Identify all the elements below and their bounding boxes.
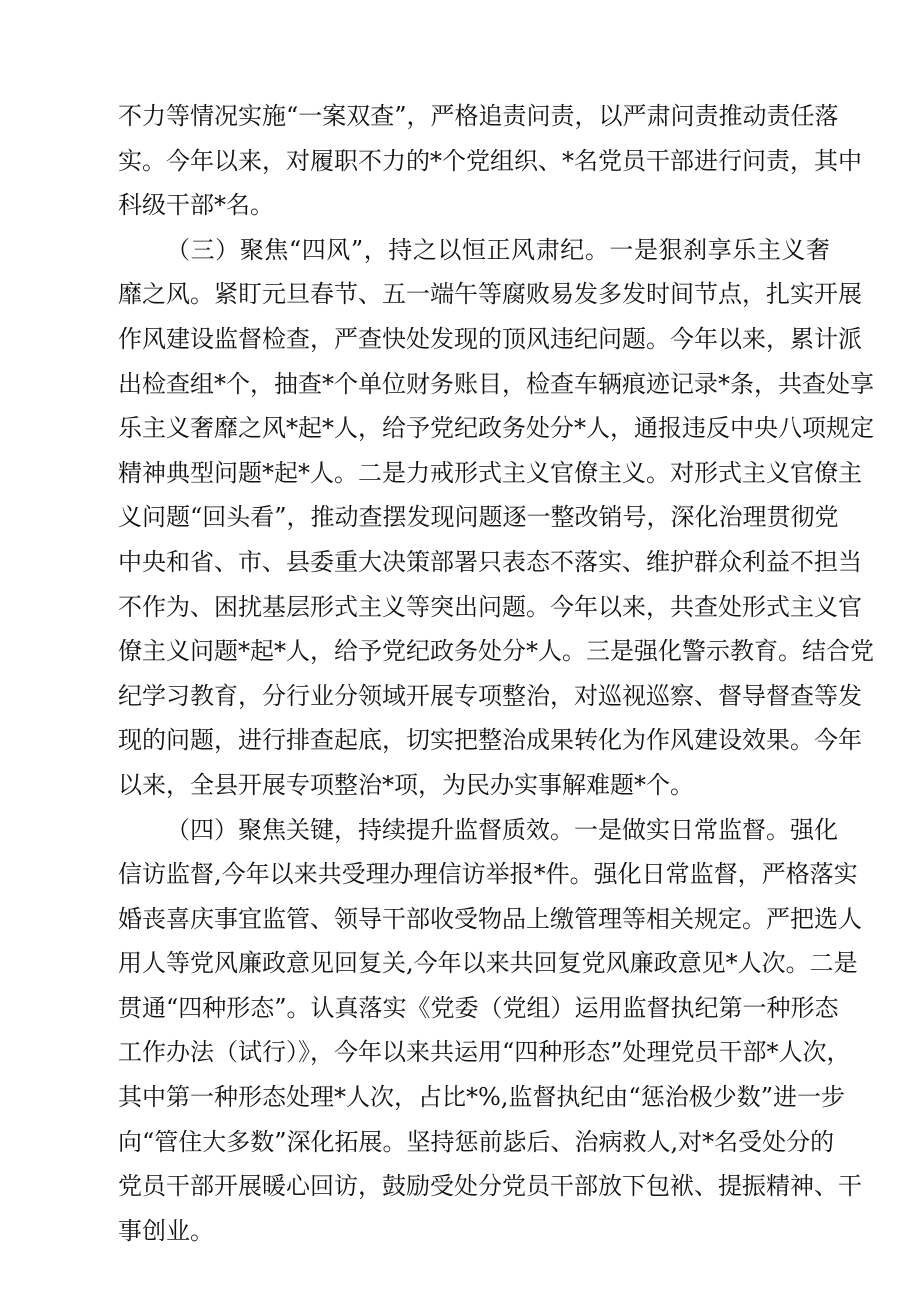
text-line: 义问题“回头看”，推动查摆发现问题逐一整改销号，深化治理贯彻党 — [118, 503, 839, 532]
text-line: 纪学习教育，分行业分领域开展专项整治，对巡视巡察、督导督查等发 — [118, 681, 862, 710]
text-line: 贯通“四种形态”。认真落实《党委（党组）运用监督执纪第一种形态 — [118, 993, 839, 1022]
text-line: 婚丧喜庆事宜监管、领导干部收受物品上缴管理等相关规定。严把选人 — [118, 904, 862, 933]
text-line: 党员干部开展暖心回访，鼓励受处分党员干部放下包袱、提振精神、干 — [118, 1172, 862, 1201]
text-line: 信访监督,今年以来共受理办理信访举报*件。强化日常监督，严格落实 — [118, 860, 858, 889]
paragraph-accountability-continuation — [118, 94, 862, 228]
text-line: 僚主义问题*起*人，给予党纪政务处分*人。三是强化警示教育。结合党 — [118, 637, 874, 666]
text-line: 实。今年以来，对履职不力的*个党组织、*名党员干部进行问责，其中 — [118, 146, 862, 175]
text-line: 中央和省、市、县委重大决策部署只表态不落实、维护群众利益不担当 — [118, 547, 862, 576]
section-heading-line: （四）聚焦关键，持续提升监督质效。一是做实日常监督。强化 — [166, 815, 838, 844]
paragraph-four-winds — [118, 228, 874, 808]
text-line: 不作为、困扰基层形式主义等突出问题。今年以来，共查处形式主义官 — [118, 592, 862, 621]
text-line: 向“管住大多数”深化拓展。坚持惩前毖后、治病救人,对*名受处分的 — [118, 1127, 835, 1156]
text-line: 乐主义奢靡之风*起*人，给予党纪政务处分*人，通报违反中央八项规定 — [118, 414, 874, 443]
text-line: 不力等情况实施“一案双查”，严格追责问责，以严肃问责推动责任落 — [118, 102, 839, 130]
document-body — [118, 94, 874, 1253]
text-line: 现的问题，进行排查起底，切实把整治成果转化为作风建设效果。今年 — [118, 726, 862, 755]
text-line: 以来，全县开展专项整治*项，为民办实事解难题*个。 — [118, 770, 694, 799]
text-line: 作风建设监督检查，严查快处发现的顶风违纪问题。今年以来，累计派 — [118, 324, 862, 353]
text-line: 工作办法（试行）》，今年以来共运用“四种形态”处理党员干部*人次， — [118, 1038, 851, 1067]
paragraph-key-supervision — [118, 808, 862, 1254]
text-line: 精神典型问题*起*人。二是力戒形式主义官僚主义。对形式主义官僚主 — [118, 458, 862, 487]
text-line: 出检查组*个，抽查*个单位财务账目，检查车辆痕迹记录*条，共查处享 — [118, 369, 874, 398]
text-line: 用人等党风廉政意见回复关,今年以来共回复党风廉政意见*人次。二是 — [118, 949, 858, 978]
text-line: 靡之风。紧盯元旦春节、五一端午等腐败易发多发时间节点，扎实开展 — [118, 280, 862, 309]
text-line: 其中第一种形态处理*人次，占比*%,监督执纪由“惩治极少数”进一步 — [118, 1083, 845, 1112]
text-line: 科级干部*名。 — [118, 191, 274, 220]
section-heading-line: （三）聚焦“四风”，持之以恒正风肃纪。一是狠刹享乐主义奢 — [166, 235, 830, 264]
text-line: 事创业。 — [118, 1216, 214, 1245]
